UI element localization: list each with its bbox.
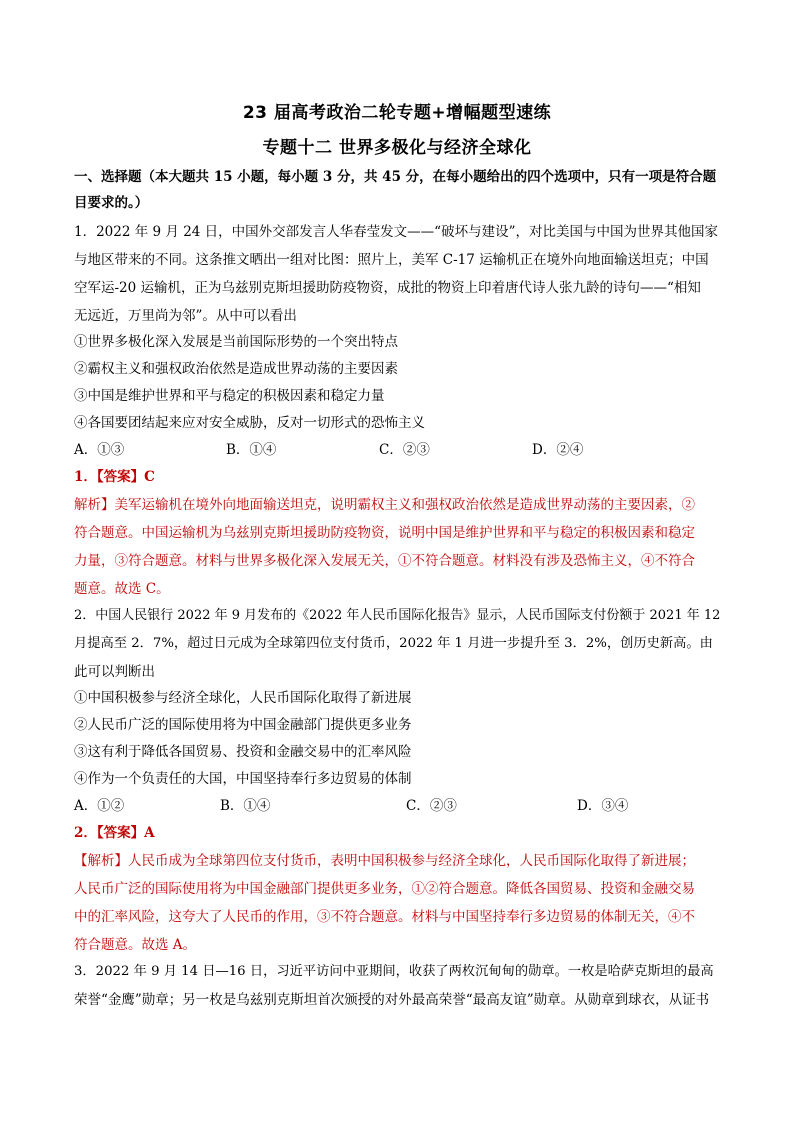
q1-item: ④各国要团结起来应对安全威胁，反对一切形式的恐怖主义 <box>74 415 425 431</box>
q1-stem-line: 1．2022 年 9 月 24 日，中国外交部发言人华春莹发文——“破坏与建设”，对比美国与中国为世界其他国家 <box>74 224 718 240</box>
q1-item: ③中国是维护世界和平与稳定的积极因素和稳定力量 <box>74 388 385 404</box>
section-instruction-line-2: 目要求的。） <box>74 195 149 211</box>
q1-stem-line: 无远近，万里尚为邻”。从中可以看出 <box>74 308 297 324</box>
q2-item: ②人民币广泛的国际使用将为中国金融部门提供更多业务 <box>74 717 412 733</box>
q1-item: ②霸权主义和强权政治依然是造成世界动荡的主要因素 <box>74 361 398 377</box>
q2-analysis-line: 符合题意。故选 A。 <box>74 937 197 953</box>
q2-stem-line: 此可以判断出 <box>74 664 155 680</box>
q3-stem-line: 荣誉“金鹰”勋章；另一枚是乌兹别克斯坦首次颁授的对外最高荣誉“最高友谊”勋章。从勋章到球衣，从证书 <box>74 992 710 1008</box>
q2-option-a: A．①② <box>74 798 125 814</box>
q1-stem-line: 与地区带来的不同。这条推文晒出一组对比图：照片上，美军 C-17 运输机正在境外向地面输送坦克；中国 <box>74 252 709 268</box>
document-title: 23 届高考政治二轮专题+增幅题型速练 <box>242 103 552 123</box>
q1-option-b: B．①④ <box>226 442 277 458</box>
q1-item: ①世界多极化深入发展是当前国际形势的一个突出特点 <box>74 334 398 350</box>
q2-answer: 2．【答案】A <box>74 825 155 841</box>
section-instruction-line-1: 一、选择题（本大题共 15 小题，每小题 3 分，共 45 分，在每小题给出的四个选项中，只有一项是符合题 <box>74 169 717 185</box>
q2-item: ④作为一个负责任的大国，中国坚持奉行多边贸易的体制 <box>74 771 412 787</box>
q2-analysis-line: 人民币广泛的国际使用将为中国金融部门提供更多业务，①②符合题意。降低各国贸易、投资和金融交易 <box>74 881 695 897</box>
q1-analysis-line: 力量，③符合题意。材料与世界多极化深入发展无关，①不符合题意。材料没有涉及恐怖主义，④不符合 <box>74 553 695 569</box>
q1-analysis-line: 解析】美军运输机在境外向地面输送坦克，说明霸权主义和强权政治依然是造成世界动荡的主要因素，② <box>74 497 695 513</box>
q2-option-d: D．③④ <box>577 798 629 814</box>
q2-analysis-line: 【解析】人民币成为全球第四位支付货币，表明中国积极参与经济全球化，人民币国际化取得了新进展； <box>74 853 695 869</box>
q2-analysis-line: 中的汇率风险，这夸大了人民币的作用，③不符合题意。材料与中国坚持奉行多边贸易的体制无关，④不 <box>74 909 695 925</box>
q2-item: ③这有利于降低各国贸易、投资和金融交易中的汇率风险 <box>74 744 412 760</box>
q1-option-c: C．②③ <box>379 442 430 458</box>
q1-option-a: A．①③ <box>74 442 125 458</box>
q2-option-c: C．②③ <box>406 798 457 814</box>
q1-answer: 1．【答案】C <box>74 469 155 485</box>
q1-analysis-line: 符合题意。中国运输机为乌兹别克斯坦援助防疫物资，说明中国是维护世界和平与稳定的积极因素和稳定 <box>74 525 695 541</box>
document-subtitle: 专题十二 世界多极化与经济全球化 <box>262 138 532 158</box>
q1-stem-line: 空军运-20 运输机，正为乌兹别克斯坦援助防疫物资，成批的物资上印着唐代诗人张九龄的诗句——“相知 <box>74 280 701 296</box>
q1-analysis-line: 题意。故选 C。 <box>74 581 170 597</box>
q2-stem-line: 月提高至 2．7%，超过日元成为全球第四位支付货币，2022 年 1 月进一步提升至 3．2%，创历史新高。由 <box>74 636 713 651</box>
q2-option-b: B．①④ <box>220 798 271 814</box>
q3-stem-line: 3．2022 年 9 月 14 日—16 日，习近平访问中亚期间，收获了两枚沉甸甸的勋章。一枚是哈萨克斯坦的最高 <box>74 964 714 979</box>
q2-item: ①中国积极参与经济全球化，人民币国际化取得了新进展 <box>74 690 412 706</box>
q1-option-d: D．②④ <box>532 442 584 458</box>
q2-stem-line: 2．中国人民银行 2022 年 9 月发布的《2022 年人民币国际化报告》显示，人民币国际支付份额于 2021 年 12 <box>74 608 721 623</box>
